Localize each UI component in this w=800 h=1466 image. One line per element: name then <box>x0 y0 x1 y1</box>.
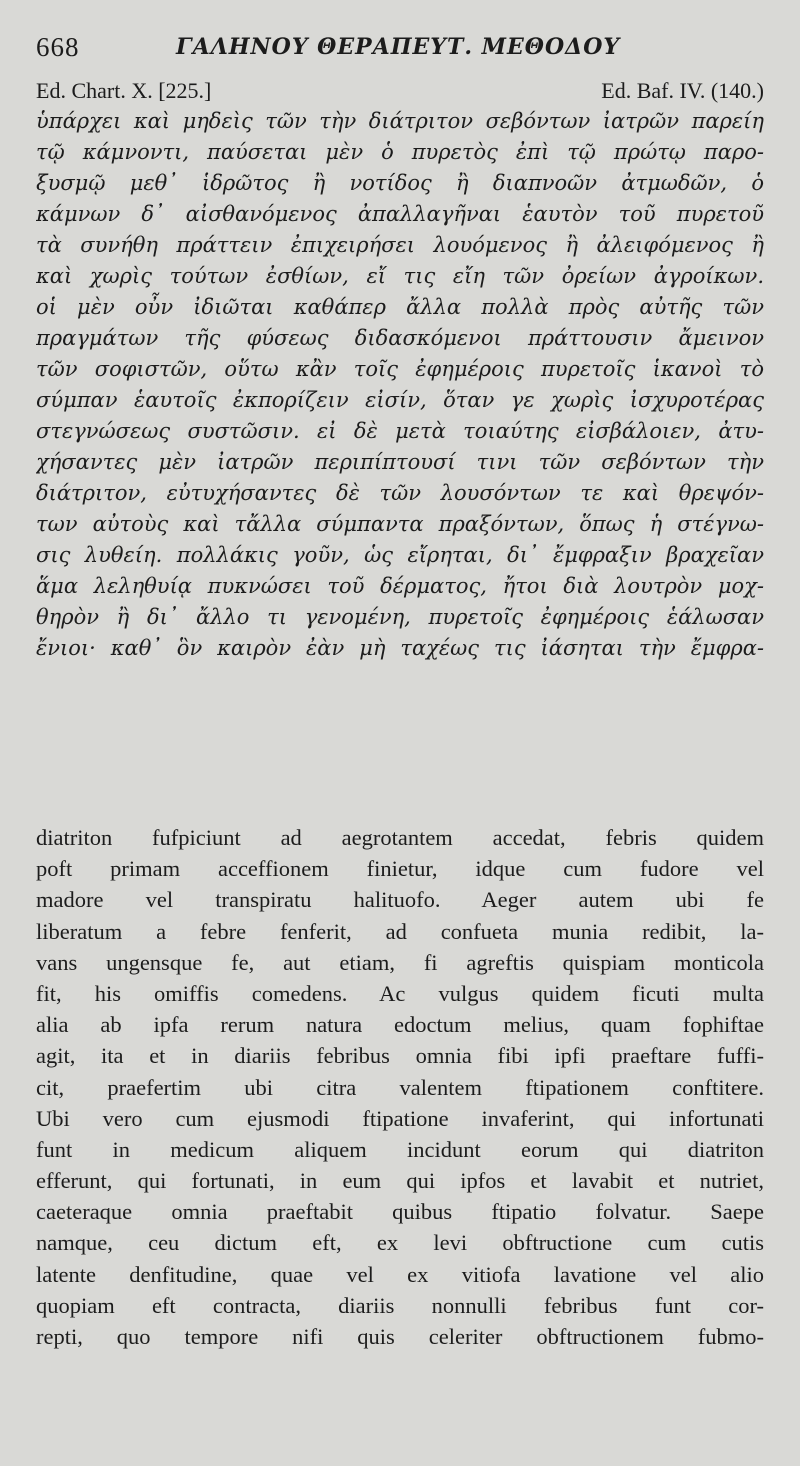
latin-line: namque, ceu dictum eft, ex levi obftructione cum cutis <box>36 1230 764 1256</box>
greek-line: σις λυθείη. πολλάκις γοῦν, ὡς εἴρηται, δι᾽ ἔμφραξιν βραχεῖαν <box>36 543 764 567</box>
latin-line: poft primam acceffionem finietur, idque cum fudore vel <box>36 856 764 882</box>
running-title: ΓΑΛΗΝΟΥ ΘΕΡΑΠΕΥΤ. ΜΕΘΟΔΟΥ <box>176 34 621 60</box>
latin-line: quopiam eft contracta, diariis nonnulli febribus funt cor- <box>36 1292 764 1318</box>
latin-line: caeteraque omnia praeftabit quibus ftipatio folvatur. Saepe <box>36 1199 764 1225</box>
greek-line: ἔνιοι· καθ᾽ ὃν καιρὸν ἐὰν μὴ ταχέως τις ἰάσηται τὴν ἔμφρα- <box>36 636 764 660</box>
greek-line: καὶ χωρὶς τούτων ἐσθίων, εἴ τις εἴη τῶν ὀρείων ἀγροίκων. <box>36 264 764 288</box>
greek-line: θηρὸν ἢ δι᾽ ἄλλο τι γενομένη, πυρετοῖς ἐφημέροις ἑάλωσαν <box>36 605 764 629</box>
latin-line: alia ab ipfa rerum natura edoctum melius, quam fophiftae <box>36 1012 764 1038</box>
greek-line: των αὐτοὺς καὶ τἄλλα σύμπαντα πραξόντων, ὅπως ἡ στέγνω- <box>36 512 764 536</box>
greek-line: τῶν σοφιστῶν, οὕτω κἂν τοῖς ἐφημέροις πυρετοῖς ἱκανοὶ τὸ <box>36 357 764 381</box>
greek-line: στεγνώσεως συστῶσιν. εἰ δὲ μετὰ τοιαύτης εἰσβάλοιεν, ἀτυ- <box>36 419 764 443</box>
latin-line: funt in medicum aliquem incidunt eorum qui diatriton <box>36 1136 764 1162</box>
edition-references <box>36 78 764 108</box>
greek-line: ὑπάρχει καὶ μηδεὶς τῶν τὴν διάτριτον σεβόντων ἰατρῶν παρείη <box>36 109 764 133</box>
greek-line: τῷ κάμνοντι, παύσεται μὲν ὁ πυρετὸς ἐπὶ τῷ πρώτῳ παρο- <box>36 140 764 164</box>
greek-text-block <box>36 106 764 664</box>
greek-line: διάτριτον, εὐτυχήσαντες δὲ τῶν λουσόντων τε καὶ θρεψόν- <box>36 481 764 505</box>
greek-line: ἅμα λεληθυίᾳ πυκνώσει τοῦ δέρματος, ἤτοι διὰ λουτρὸν μοχ- <box>36 574 764 598</box>
latin-text-block <box>36 822 764 1352</box>
latin-line: Ubi vero cum ejusmodi ftipatione invaferint, qui infortunati <box>36 1105 764 1131</box>
edition-basel-reference: Ed. Baf. IV. (140.) <box>601 78 764 103</box>
latin-line: liberatum a febre fenferit, ad confueta munia redibit, la- <box>36 918 764 944</box>
greek-line: οἱ μὲν οὖν ἰδιῶται καθάπερ ἄλλα πολλὰ πρὸς αὐτῆς τῶν <box>36 295 764 319</box>
greek-line: ξυσμῷ μεθ᾽ ἱδρῶτος ἢ νοτίδος ἢ διαπνοῶν ἀτμωδῶν, ὁ <box>36 171 764 195</box>
greek-line: κάμνων δ᾽ αἰσθανόμενος ἀπαλλαγῆναι ἑαυτὸν τοῦ πυρετοῦ <box>36 202 764 226</box>
latin-line: diatriton fufpiciunt ad aegrotantem accedat, febris quidem <box>36 825 764 850</box>
greek-line: σύμπαν ἑαυτοῖς ἐκπορίζειν εἰσίν, ὅταν γε χωρὶς ἰσχυροτέρας <box>36 388 764 412</box>
page-number: 668 <box>36 32 80 62</box>
latin-line: fit, his omiffis comedens. Ac vulgus quidem ficuti multa <box>36 980 764 1006</box>
page-header <box>36 32 764 72</box>
latin-line: madore vel transpiratu halituofo. Aeger autem ubi fe <box>36 887 764 913</box>
latin-line: repti, quo tempore nifi quis celeriter obftructionem fubmo- <box>36 1324 764 1349</box>
latin-line: efferunt, qui fortunati, in eum qui ipfos et lavabit et nutriet, <box>36 1168 764 1194</box>
latin-line: agit, ita et in diariis febribus omnia fibi ipfi praeftare fuffi- <box>36 1043 764 1069</box>
edition-chart-reference: Ed. Chart. X. [225.] <box>36 78 212 103</box>
greek-line: πραγμάτων τῆς φύσεως διδασκόμενοι πράττουσιν ἄμεινον <box>36 326 764 350</box>
greek-line: χήσαντες μὲν ἰατρῶν περιπίπτουσί τινι τῶν σεβόντων τὴν <box>36 450 764 474</box>
latin-line: cit, praefertim ubi citra valentem ftipationem conftitere. <box>36 1074 764 1100</box>
greek-line: τὰ συνήθη πράττειν ἐπιχειρήσει λουόμενος ἢ ἀλειφόμενος ἢ <box>36 233 764 257</box>
latin-line: latente denfitudine, quae vel ex vitiofa lavatione vel alio <box>36 1261 764 1287</box>
latin-line: vans ungensque fe, aut etiam, fi agreftis quispiam monticola <box>36 949 764 975</box>
